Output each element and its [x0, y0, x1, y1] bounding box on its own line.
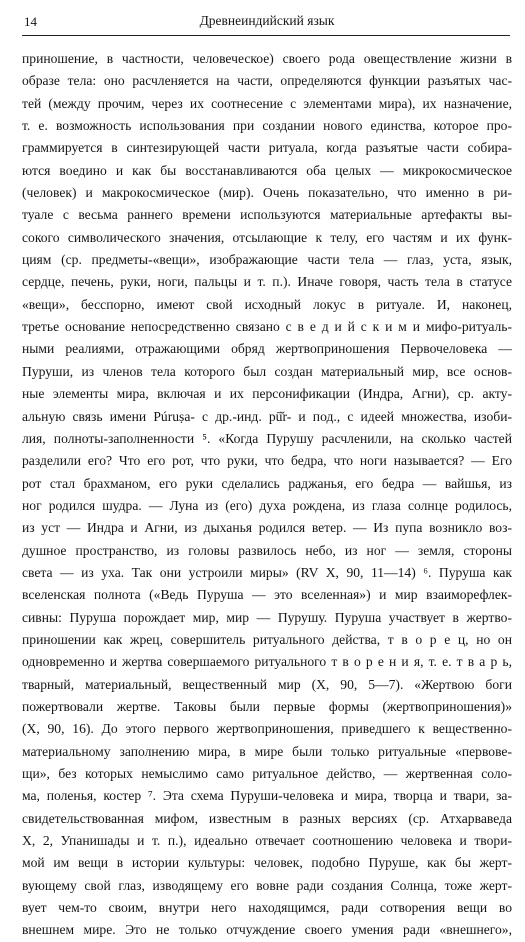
text-line: света — из уха. Так они устроили миры» (RV X, 90, 11—14) ⁶. Пуруша как: [22, 564, 512, 580]
text-line: щи», без которых немыслимо само ритуальное действо, — жертвенная соло-: [22, 766, 512, 781]
text-line: тварный, материальный, вещественный мир (X, 90, 5—7). «Жертвою боги: [22, 676, 512, 692]
text-line: образе тела: оно расчленяется на части, определяются функции разъятых час-: [22, 73, 512, 89]
text-line: (X, 90, 16). До этого первого жертвоприношения, приведшего к вещественно-: [22, 721, 512, 737]
text-line: циям (ср. предметы-«вещи», изображающие части тела — глаз, уста, язык,: [22, 252, 512, 268]
page-header: [24, 12, 510, 34]
text-line: приношении как жрец, совершитель ритуального действа, т в о р е ц, но он: [22, 631, 512, 647]
page-number: 14: [24, 14, 37, 29]
text-line: ются воедино и как бы восстанавливаются оба целых — микрокосмическое: [22, 162, 512, 178]
text-line: мой им вещи в истории культуры: человек, подобно Пуруше, как бы жерт-: [22, 855, 512, 871]
text-line: разделили его? Что его рот, что руки, что бедра, что ноги называется? — Его: [22, 453, 512, 469]
text-line: внешнем мире. Это не только отчуждение своего умения ради «внешнего»,: [22, 922, 512, 938]
text-line: третье основание непосредственно связано с в е д и й с к и м и мифо-ритуаль-: [22, 319, 512, 335]
text-line: «вещи», бесспорно, имеют свой исходный локус в ритуале. И, наконец,: [22, 296, 512, 312]
text-line: одновременно и жертва совершаемого ритуального т в о р е н и я, т. е. т в а р ь,: [22, 654, 512, 670]
text-line: вует чем-то своим, внутри него находящимся, ради сотворения вещи во: [22, 900, 512, 916]
text-line: приношение, в частности, человеческое) своего рода овеществление жизни в: [22, 51, 512, 66]
text-line: вующему свой глаз, изводящему его вовне ради создания Солнца, тоже жерт-: [22, 877, 512, 893]
text-line: ног родился шудра. — Луна из (его) духа рождена, из глаза солнце родилось,: [22, 497, 512, 513]
text-line: ма, поленья, костер ⁷. Эта схема Пуруши-человека и мира, творца и твари, за-: [22, 788, 512, 804]
running-title: Древнеиндийский язык: [199, 13, 335, 28]
header-divider: [22, 35, 510, 36]
text-line: Пуруши, из членов тела которого был создан материальный мир, все основ-: [22, 363, 512, 379]
text-line: т. е. возможность использования при создании нового единства, которое про-: [22, 118, 512, 134]
text-line: туале с весьма раннего времени используются материальные артефакты вы-: [22, 207, 512, 223]
text-line: X, 2, Упанишады и т. п.), идеально отвечает соотношению человека и твори-: [22, 833, 512, 849]
text-line: свидетельствованная мифом, известным в разных версиях (ср. Атхарваведа: [22, 810, 512, 826]
text-line: (человек) и макрокосмическое (мир). Очень показательно, что именно в ри-: [22, 185, 512, 201]
text-line: рот стал брахманом, его руки сделались раджанья, его бедра — вайшья, из: [22, 475, 512, 491]
text-line: душное пространство, из головы развилось небо, из ног — земля, стороны: [22, 542, 512, 558]
text-line: тей (между прочим, через их соотнесение с элементами мира), их назначение,: [22, 95, 512, 111]
text-line: лия, полноты-заполненности ⁵. «Когда Пурушу расчленили, на сколько частей: [22, 430, 512, 446]
text-line: пожертвовали жертве. Таковы были первые формы (жертвоприношения)»: [22, 698, 512, 714]
text-line: сокого символического значения, отсылающие к телу, его частям и их функ-: [22, 229, 512, 245]
text-line: альную связь имени Púruṣa- с др.-инд. pū̆r- и под., с идеей множества, изоби-: [22, 408, 512, 424]
text-line: материальному заполнению мира, в мире были только ритуальные «первове-: [22, 743, 512, 759]
text-line: вселенская полнота («Ведь Пуруша — это вселенная») и мир взаиморефлек-: [22, 587, 512, 603]
body-text: [22, 48, 512, 942]
text-line: ными реалиями, отражающими обряд жертвоприношения Первочеловека —: [22, 341, 512, 357]
text-line: граммируется в синтезирующей части ритуала, когда разъятые части собира-: [22, 140, 512, 156]
text-line: из уст — Индра и Агни, из дыханья родился ветер. — Из пупа возникло воз-: [22, 520, 512, 536]
text-line: сердце, печень, руки, ноги, пальцы и т. п.). Иначе говоря, часть тела в статусе: [22, 274, 512, 290]
text-line: ные элементы мира, включая и их персонификации (Индра, Агни), ср. акту-: [22, 386, 512, 402]
text-line: сивны: Пуруша порождает мир, мир — Пурушу. Пуруша участвует в жертво-: [22, 609, 512, 625]
